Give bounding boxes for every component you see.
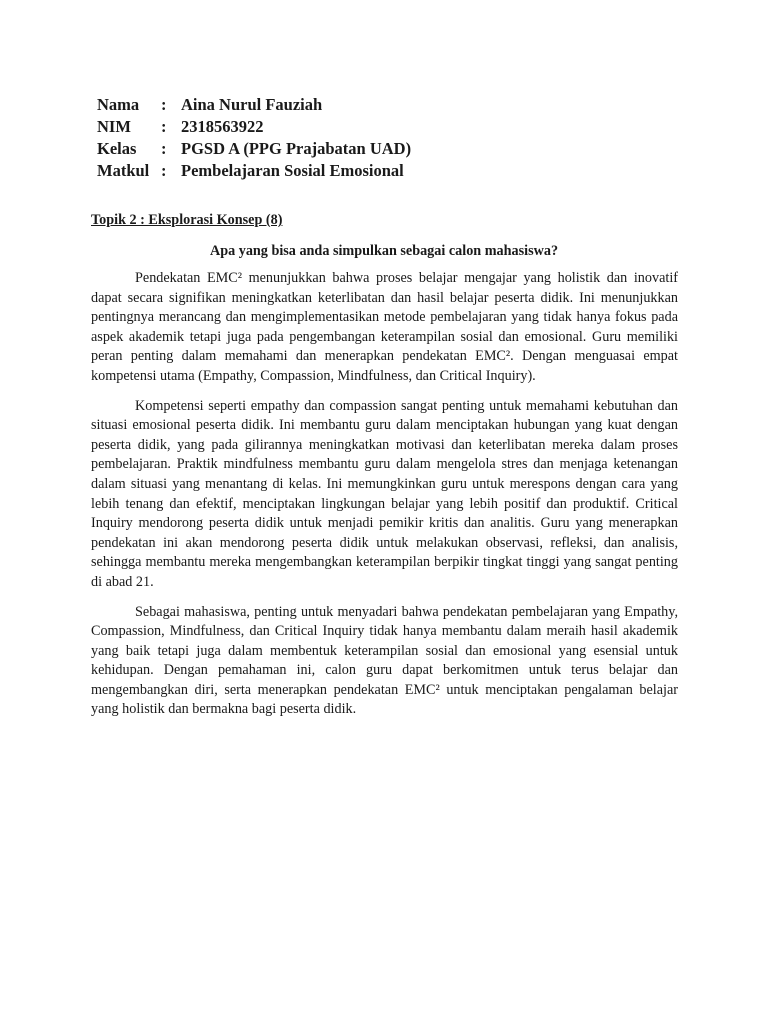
- info-value-kelas: PGSD A (PPG Prajabatan UAD): [181, 139, 412, 158]
- info-value-matkul: Pembelajaran Sosial Emosional: [181, 161, 404, 180]
- question-heading: Apa yang bisa anda simpulkan sebagai calon mahasiswa?: [209, 243, 559, 259]
- topic-heading: Topik 2 : Eksplorasi Konsep (8): [91, 212, 283, 228]
- info-row-nim: [97, 116, 411, 138]
- info-row-nama: [97, 94, 411, 116]
- student-info-table: [97, 94, 411, 182]
- info-colon: :: [161, 117, 167, 136]
- info-label: Kelas: [97, 139, 137, 158]
- info-colon: :: [161, 95, 167, 114]
- body-text: [91, 269, 678, 730]
- paragraph: Kompetensi seperti empathy dan compassion sangat penting untuk memahami kebutuhan dan situasi emosional peserta didik. Ini membantu guru dalam menciptakan hubungan yang kuat dengan peserta didik, yang pada gilirannya meningkatkan motivasi dan keterlibatan mereka dalam proses pembelajaran. Praktik mindfulness membantu guru dalam mengelola stres dan menjaga ketenangan dalam situasi yang menantang di kelas. Ini memungkinkan guru untuk merespons dengan cara yang lebih tenang dan efektif, menciptakan lingkungan belajar yang lebih positif dan produktif. Critical Inquiry mendorong peserta didik untuk menjadi pemikir kritis dan analitis. Guru yang menerapkan pendekatan ini akan mendorong peserta didik untuk melakukan observasi, refleksi, dan analisis, sehingga membantu mereka mengembangkan keterampilan berpikir tingkat tinggi yang sangat penting di abad 21.: [91, 397, 678, 590]
- info-row-kelas: [97, 138, 411, 160]
- info-value-nama: Aina Nurul Fauziah: [181, 95, 323, 114]
- paragraph: Sebagai mahasiswa, penting untuk menyadari bahwa pendekatan pembelajaran yang Empathy, Compassion, Mindfulness, dan Critical Inquiry tidak hanya membantu dalam meraih hasil akademik yang baik tetapi juga dalam membentuk keterampilan sosial dan emosional yang esensial untuk kehidupan. Dengan pemahaman ini, calon guru dapat berkomitmen untuk terus belajar dan mengembangkan diri, serta menerapkan pendekatan EMC² untuk menciptakan pengalaman belajar yang holistik dan bermakna bagi peserta didik.: [91, 603, 678, 718]
- info-label: Matkul: [97, 161, 150, 180]
- info-label: NIM: [97, 117, 131, 136]
- info-value-nim: 2318563922: [181, 117, 264, 136]
- info-colon: :: [161, 161, 167, 180]
- paragraph: Pendekatan EMC² menunjukkan bahwa proses belajar mengajar yang holistik dan inovatif dapat secara signifikan meningkatkan keterlibatan dan hasil belajar peserta didik. Ini menunjukkan pentingnya merancang dan mengimplementasikan metode pembelajaran yang tidak hanya fokus pada aspek akademik tetapi juga pada pengembangan keterampilan sosial dan emosional. Guru memiliki peran penting dalam memahami dan menerapkan pendekatan EMC². Dengan menguasai empat kompetensi utama (Empathy, Compassion, Mindfulness, dan Critical Inquiry).: [91, 270, 678, 384]
- info-row-matkul: [97, 160, 411, 182]
- info-label: Nama: [97, 95, 140, 114]
- info-colon: :: [161, 139, 167, 158]
